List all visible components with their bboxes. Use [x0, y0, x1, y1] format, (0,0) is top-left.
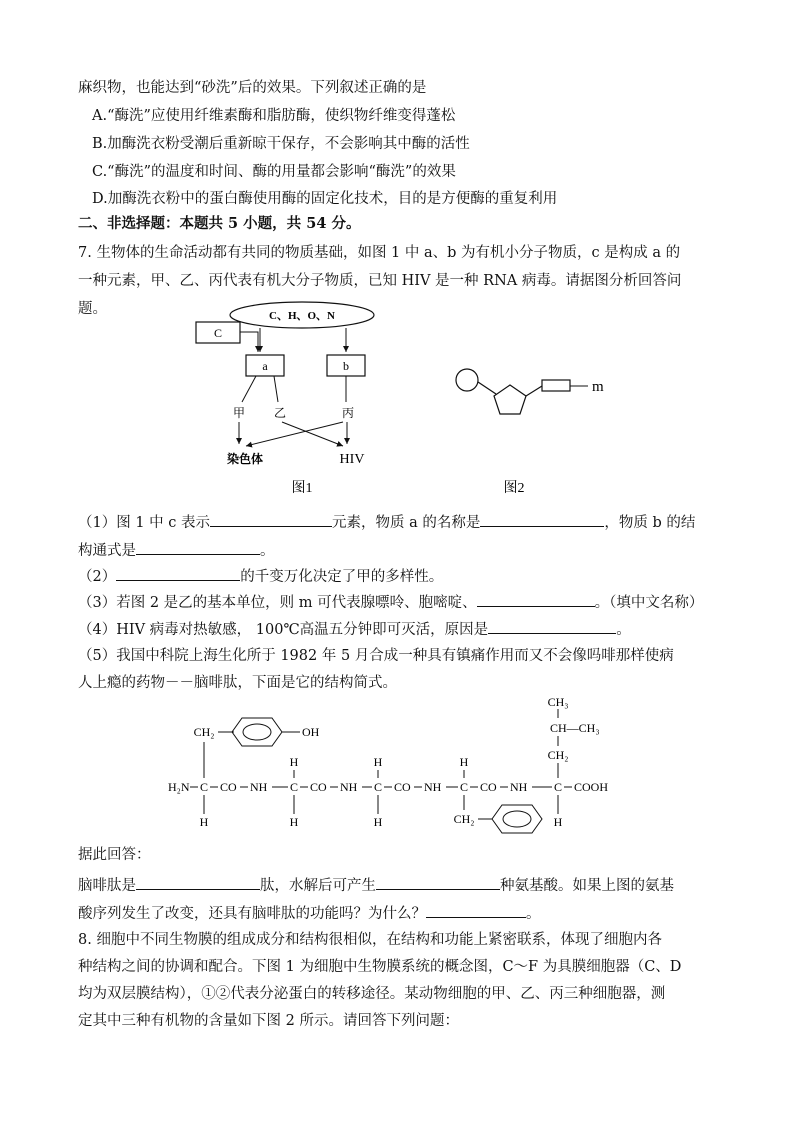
q7-stem-line3: 题。 [78, 301, 107, 317]
ch2-label-5: CH₂ [547, 748, 569, 762]
alpha-c-2: C [289, 780, 299, 794]
q7-p2-text-b: 的千变万化决定了甲的多样性。 [240, 569, 444, 585]
q7-ans-blank-aminoacid[interactable] [376, 875, 500, 890]
q7-p1-line2 [78, 540, 275, 561]
bing-label: 丙 [341, 406, 355, 420]
nh-1: NH [250, 780, 268, 794]
phosphate-circle [456, 369, 478, 391]
q6-option-a: A.“酶洗”应使用纤维素酶和脂肪酶，使织物纤维变得蓬松 [92, 108, 456, 124]
q7-p1-text-e: 。 [260, 543, 275, 559]
chromosome-label: 染色体 [226, 452, 264, 466]
co-2: CO [310, 780, 327, 794]
q7-ans1-text-a: 脑啡肽是 [78, 878, 136, 894]
section-heading: 二、非选择题：本题共 5 小题，共 54 分。 [78, 215, 361, 232]
h-below-1: H [199, 815, 209, 829]
h-below-2: H [289, 815, 299, 829]
figure-2-diagram [452, 360, 622, 500]
enkephalin-structure [160, 692, 620, 838]
h-below-3: H [373, 815, 383, 829]
q7-p5-line1: （5）我国中科院上海生化所于 1982 年 5 月合成一种具有镇痛作用而又不会像吗啡那样使病 [78, 648, 674, 664]
oh-label: OH [302, 725, 320, 739]
q7-p1-text-c: ，物质 b 的结 [604, 515, 696, 531]
box-b-label: b [343, 359, 349, 373]
q7-stem-line2: 一种元素，甲、乙、丙代表有机大分子物质，已知 HIV 是一种 RNA 病毒。请据图分析回答问 [78, 273, 682, 289]
box-a-label: a [262, 359, 268, 373]
q7-ans-blank-function[interactable] [426, 903, 526, 918]
ch2-label-4: CH₂ [453, 812, 475, 826]
ch-ch3-label: CH—CH₃ [550, 721, 600, 735]
q7-p1-text-b: 元素，物质 a 的名称是 [332, 515, 481, 531]
q7-p2-text-a: （2） [78, 569, 117, 585]
co-3: CO [394, 780, 411, 794]
q7-ans-blank-peptide[interactable] [136, 875, 260, 890]
h-above-2: H [289, 755, 299, 769]
q7-p5-line2: 人上瘾的药物－－脑啡肽，下面是它的结构简式。 [78, 675, 397, 691]
q7-stem-line1: 7. 生物体的生命活动都有共同的物质基础，如图 1 中 a、b 为有机小分子物质，c 是构成 a 的 [78, 245, 681, 261]
nh-4: NH [510, 780, 528, 794]
q7-answer-intro: 据此回答： [78, 847, 151, 863]
q6-option-b: B.加酶洗衣粉受潮后重新晾干保存，不会影响其中酶的活性 [92, 136, 470, 152]
nh-3: NH [424, 780, 442, 794]
jia-label: 甲 [232, 406, 246, 420]
base-box [542, 380, 570, 391]
alpha-c-1: C [199, 780, 209, 794]
figure-1-diagram [190, 296, 400, 506]
benzene-ring-2 [492, 805, 542, 833]
q7-p3-text-a: （3）若图 2 是乙的基本单位，则 m 可代表腺嘌呤、胞嘧啶、 [78, 595, 477, 611]
q8-line3: 均为双层膜结构），①②代表分泌蛋白的转移途径。某动物细胞的甲、乙、丙三种细胞器，测 [78, 986, 666, 1002]
q6-stem-end: 麻织物，也能达到“砂洗”后的效果。下列叙述正确的是 [78, 80, 427, 96]
q7-p2 [78, 566, 443, 587]
q6-option-d: D.加酶洗衣粉中的蛋白酶使用酶的固定化技术，目的是方便酶的重复利用 [92, 191, 558, 207]
q7-p3 [78, 592, 703, 613]
q7-p1-text-d: 构通式是 [78, 543, 136, 559]
figure-2-caption: 图2 [503, 481, 525, 496]
h-below-5: H [553, 815, 563, 829]
h-above-3: H [373, 755, 383, 769]
hiv-label: HIV [339, 452, 365, 467]
benzene-ring-1 [232, 718, 282, 746]
q7-answer-line1 [78, 875, 674, 896]
q6-option-c: C.“酶洗”的温度和时间、酶的用量都会影响“酶洗”的效果 [92, 164, 456, 180]
alpha-c-3: C [373, 780, 383, 794]
q7-p3-blank[interactable] [477, 592, 595, 607]
ch3-top: CH₃ [547, 695, 569, 709]
cooh-label: COOH [574, 780, 609, 794]
alpha-c-4: C [459, 780, 469, 794]
q7-p1-blank-a[interactable] [480, 512, 604, 527]
q8-line1: 8. 细胞中不同生物膜的组成成分和结构很相似，在结构和功能上紧密联系，体现了细胞内各 [78, 932, 662, 948]
q8-line2: 种结构之间的协调和配合。下图 1 为细胞中生物膜系统的概念图，C～F 为具膜细胞器（C、D [78, 959, 682, 975]
box-c-label: C [213, 326, 223, 340]
q7-p4-text-a: （4）HIV 病毒对热敏感， 100℃高温五分钟即可灭活，原因是 [78, 622, 489, 638]
q7-ans2-text-a: 酸序列发生了改变，还具有脑啡肽的功能吗？为什么？ [78, 906, 426, 922]
alpha-c-5: C [553, 780, 563, 794]
q7-p4 [78, 619, 631, 640]
h-above-4: H [459, 755, 469, 769]
q7-answer-line2 [78, 903, 541, 924]
q7-p1-blank-c[interactable] [210, 512, 332, 527]
elements-label: C、H、O、N [269, 310, 335, 322]
q7-p4-blank[interactable] [488, 619, 616, 634]
yi-label: 乙 [273, 406, 287, 420]
co-4: CO [480, 780, 497, 794]
q7-p1-line1 [78, 512, 695, 533]
ch2-label-1: CH₂ [193, 725, 215, 739]
h2n-label: H₂N [168, 780, 190, 794]
q7-ans1-text-b: 肽，水解后可产生 [260, 878, 376, 894]
q7-p3-text-b: 。（填中文名称） [594, 595, 704, 611]
q7-ans1-text-c: 种氨基酸。如果上图的氨基 [500, 878, 674, 894]
co-1: CO [220, 780, 237, 794]
q7-ans2-text-b: 。 [526, 906, 541, 922]
q7-p4-text-b: 。 [616, 622, 631, 638]
figure-1-caption: 图1 [291, 481, 313, 496]
q7-p1-text-a: （1）图 1 中 c 表示 [78, 515, 211, 531]
nh-2: NH [340, 780, 358, 794]
q8-line4: 定其中三种有机物的含量如下图 2 所示。请回答下列问题： [78, 1013, 459, 1029]
q7-p1-blank-b[interactable] [136, 540, 260, 555]
q7-p2-blank[interactable] [116, 566, 240, 581]
pentose-ring [494, 385, 526, 414]
m-label: m [592, 379, 604, 395]
